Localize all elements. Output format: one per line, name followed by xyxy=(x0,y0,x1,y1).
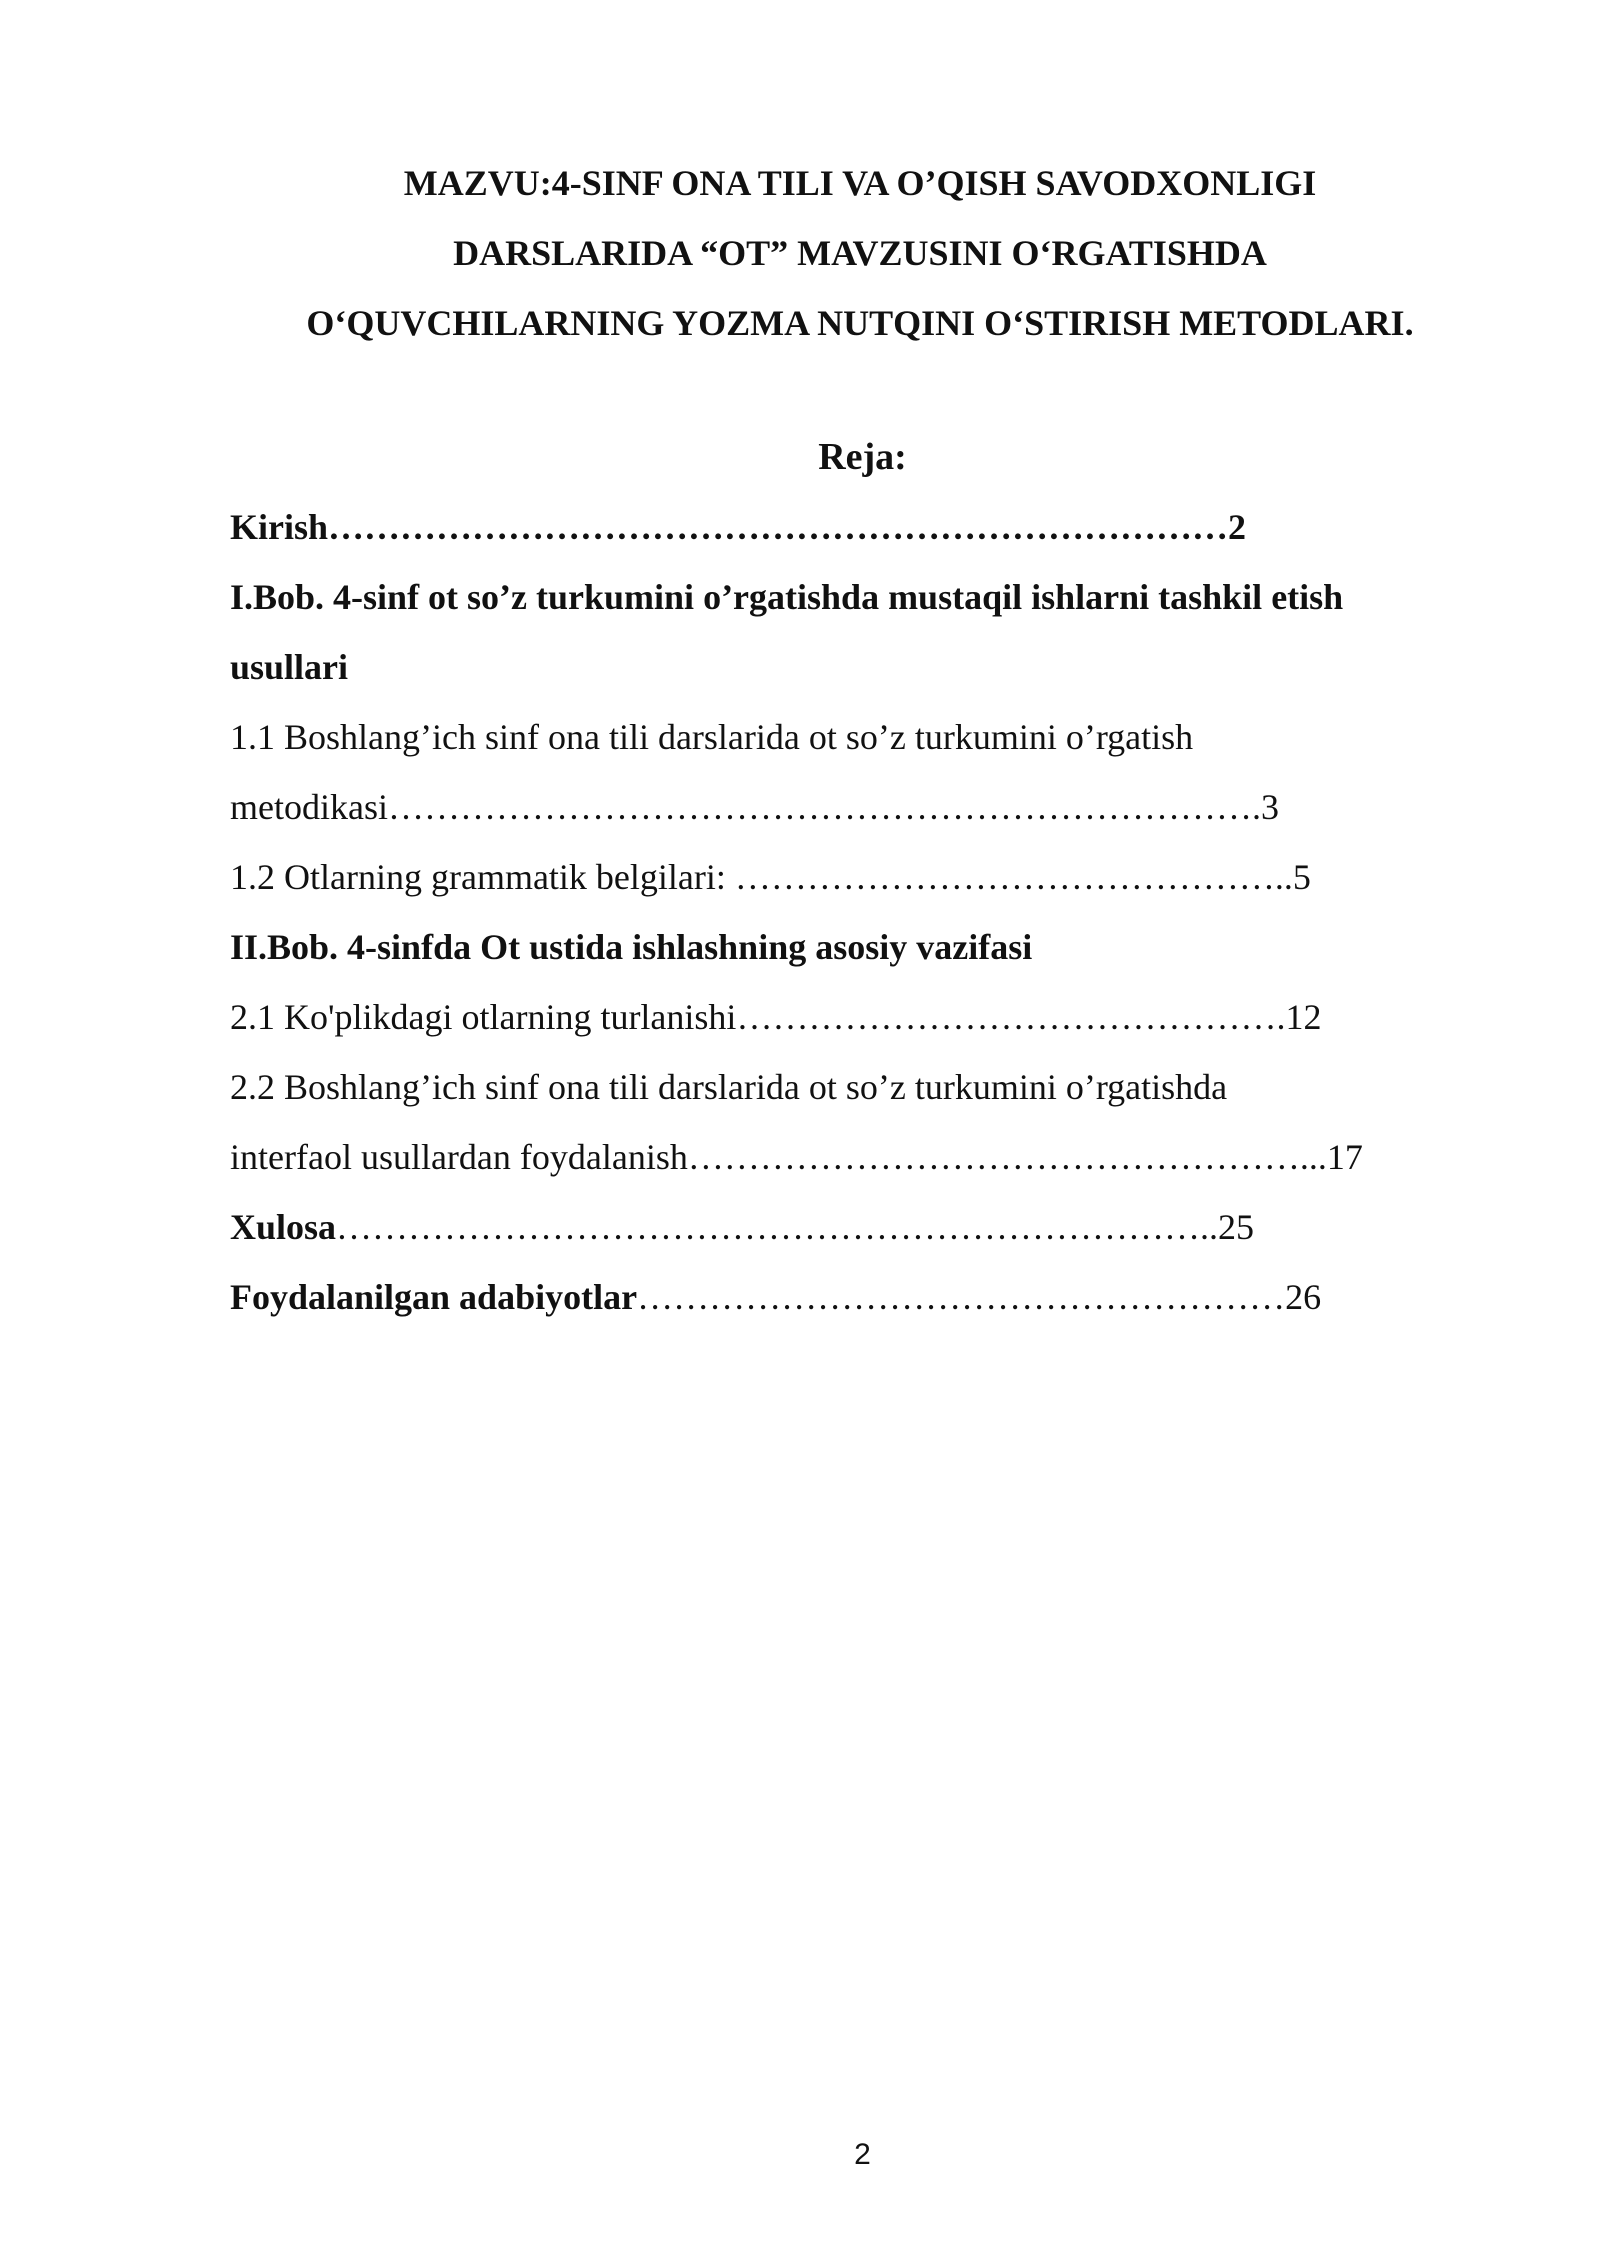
toc-entry-2-2 xyxy=(230,1052,1500,1122)
toc-entry-label: 1.2 Otlarning grammatik belgilari: xyxy=(230,857,735,897)
toc-entry-label: 2.2 Boshlang’ich sinf ona tili darslarida ot so’z turkumini o’rgatishda xyxy=(230,1067,1228,1107)
toc-entry-page: 26 xyxy=(1285,1277,1322,1317)
toc-entry-dots: ……………………………………………………………….. xyxy=(336,1207,1219,1247)
toc-entry-1-1-cont xyxy=(230,772,1500,842)
toc-entry-page: 25 xyxy=(1218,1207,1255,1247)
title-line-2: DARSLARIDA “OT” MAVZUSINI O‘RGATISHDA xyxy=(453,233,1267,273)
toc-entry-dots: ………………………………………. xyxy=(736,997,1286,1037)
toc-chapter-2-heading xyxy=(230,912,1500,982)
toc-entry-1-1 xyxy=(230,702,1500,772)
toc-entry-page: 17 xyxy=(1326,1137,1363,1177)
toc-entry-page: 12 xyxy=(1285,997,1322,1037)
toc-entry-dots: ……………………………………….. xyxy=(734,857,1293,897)
toc-entry-xulosa xyxy=(230,1192,1500,1262)
toc-entry-2-2-cont xyxy=(230,1122,1500,1192)
toc-entry-label: 1.1 Boshlang’ich sinf ona tili darslarida ot so’z turkumini o’rgatish xyxy=(230,717,1194,757)
title-line-1: MAZVU:4-SINF ONA TILI VA O’QISH SAVODXONLIGI xyxy=(403,163,1317,203)
toc-chapter-1-heading xyxy=(230,562,1500,632)
toc-entry-dots: ……………………………………………... xyxy=(687,1137,1327,1177)
title-line-3: O‘QUVCHILARNING YOZMA NUTQINI O‘STIRISH METODLARI. xyxy=(306,303,1414,343)
toc-entry-dots: ………………………………………………………………… xyxy=(328,507,1229,547)
document-title xyxy=(160,148,1560,358)
plan-heading: Reja: xyxy=(818,436,907,478)
toc-chapter-1-heading-cont xyxy=(230,632,1500,702)
page-number: 2 xyxy=(854,2138,871,2171)
toc-entry-label: Xulosa xyxy=(230,1207,337,1247)
toc-entry-references xyxy=(230,1262,1500,1332)
toc-entry-kirish xyxy=(230,492,1500,562)
toc-entry-1-2 xyxy=(230,842,1500,912)
toc-entry-page: 2 xyxy=(1228,507,1247,547)
toc-entry-label: usullari xyxy=(230,647,349,687)
toc-entry-dots: ………………………………………………………………. xyxy=(387,787,1261,827)
toc-entry-label: metodikasi xyxy=(230,787,388,827)
toc-entry-label: 2.1 Ko'plikdagi otlarning turlanishi xyxy=(230,997,737,1037)
toc-entry-label: interfaol usullardan foydalanish xyxy=(230,1137,688,1177)
toc-entry-label: Kirish xyxy=(230,507,329,547)
toc-entry-label: Foydalanilgan adabiyotlar xyxy=(230,1277,638,1317)
toc-entry-label: I.Bob. 4-sinf ot so’z turkumini o’rgatishda mustaqil ishlarni tashkil etish xyxy=(230,577,1344,617)
toc-entry-dots: ……………………………………………… xyxy=(637,1277,1286,1317)
table-of-contents xyxy=(230,492,1500,1332)
toc-entry-page: 3 xyxy=(1260,787,1279,827)
toc-entry-page: 5 xyxy=(1292,857,1311,897)
toc-entry-label: II.Bob. 4-sinfda Ot ustida ishlashning asosiy vazifasi xyxy=(230,927,1033,967)
toc-entry-2-1 xyxy=(230,982,1500,1052)
